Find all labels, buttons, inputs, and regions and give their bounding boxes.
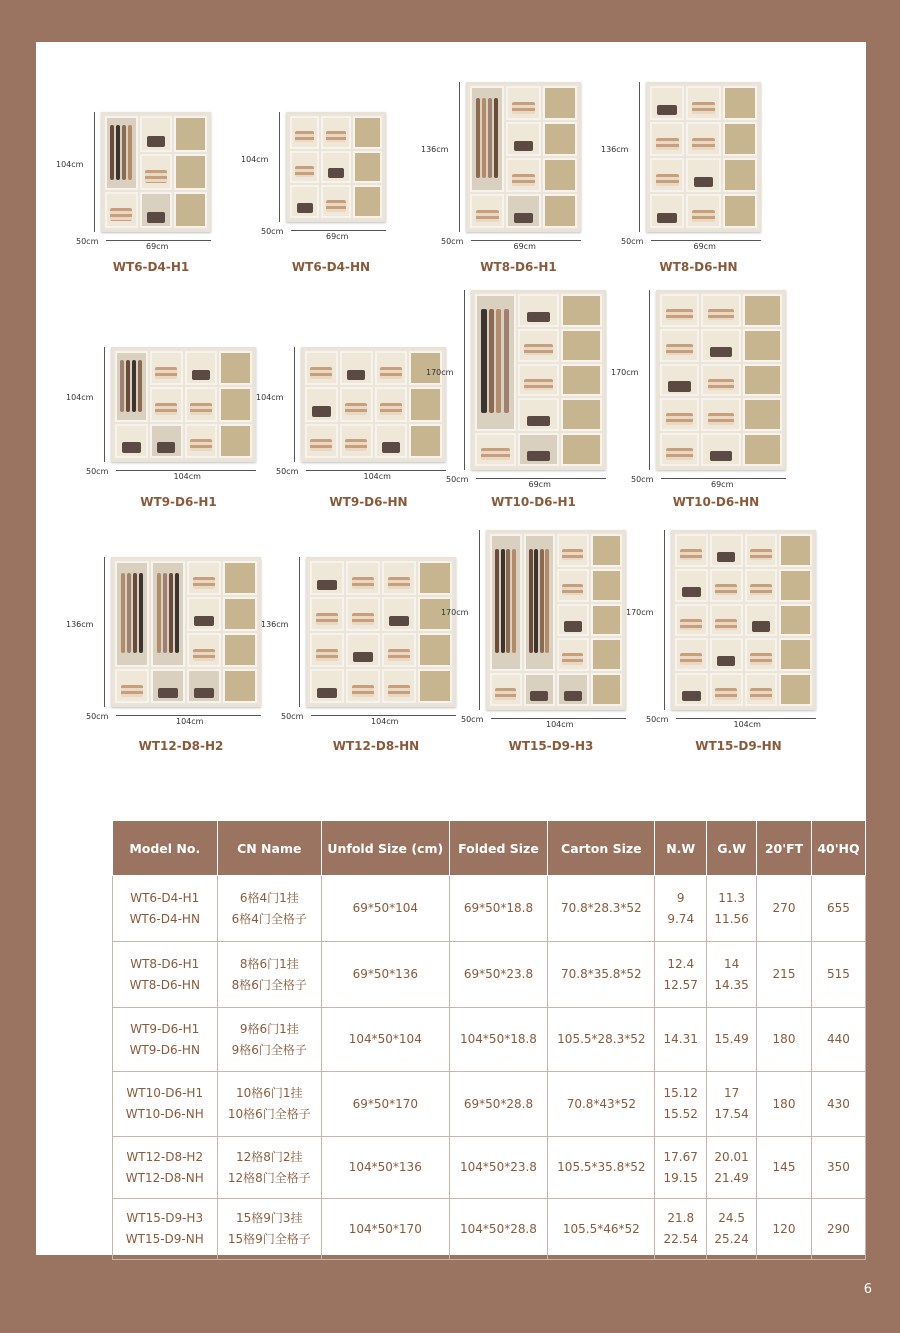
- cell-cn-name-line: 15格9门3挂: [235, 1211, 303, 1225]
- cell-gw-line: 17.54: [714, 1107, 749, 1121]
- cell-gw-line: 25.24: [714, 1232, 749, 1246]
- cell-gw-line: 24.5: [718, 1211, 745, 1225]
- header-nw: N.W: [655, 821, 707, 876]
- depth-dimension: 50cm: [86, 467, 109, 476]
- cell-carton-size: 70.8*43*52: [548, 1072, 655, 1137]
- cell-cn-name-line: 12格8门全格子: [227, 1170, 311, 1185]
- cell-model-line: WT8-D6-HN: [129, 977, 200, 992]
- cell-unfold-size: 69*50*170: [322, 1072, 450, 1137]
- width-dimension: 104cm: [363, 472, 391, 481]
- cell-nw: [655, 1137, 707, 1199]
- wardrobe-image: [656, 290, 786, 470]
- product-model-name: WT6-D4-H1: [112, 260, 190, 274]
- cell-gw: [707, 1072, 757, 1137]
- cell-model-line: WT15-D9-NH: [125, 1232, 204, 1246]
- header-40hq: 40'HQ: [811, 821, 865, 876]
- cell-unfold-size: 104*50*136: [322, 1137, 450, 1199]
- cell-gw-line: 15.49: [714, 1032, 749, 1046]
- cell-model-line: WT10-D6-NH: [125, 1107, 204, 1121]
- width-dimension: 104cm: [176, 717, 204, 726]
- cell-gw-line: 21.49: [714, 1170, 749, 1185]
- width-dimension: 104cm: [546, 720, 574, 729]
- table-body: [113, 876, 866, 1260]
- cell-cn-name: [217, 1008, 322, 1072]
- cell-carton-size: 105.5*46*52: [548, 1199, 655, 1260]
- cell-carton-size: 70.8*35.8*52: [548, 942, 655, 1008]
- product-model-name: WT15-D9-H3: [508, 739, 594, 753]
- depth-dimension: 50cm: [621, 237, 644, 246]
- product-model-name: WT9-D6-HN: [329, 495, 408, 509]
- cell-nw: [655, 1199, 707, 1260]
- height-dimension: 136cm: [601, 145, 629, 154]
- cell-model: [113, 1137, 218, 1199]
- table-row: [113, 876, 866, 942]
- cell-gw-line: 11.3: [718, 890, 745, 905]
- wardrobe-image: [306, 557, 456, 707]
- spec-table: [112, 820, 866, 1260]
- cell-cn-name: [217, 942, 322, 1008]
- table-row: [113, 1008, 866, 1072]
- depth-dimension: 50cm: [461, 715, 484, 724]
- cell-model-line: WT8-D6-H1: [130, 956, 200, 971]
- width-dimension: 104cm: [173, 472, 201, 481]
- wardrobe-image: [471, 290, 606, 470]
- cell-nw-line: 12.4: [667, 956, 695, 971]
- cell-carton-size: 105.5*35.8*52: [548, 1137, 655, 1199]
- cell-model-line: WT10-D6-H1: [126, 1086, 204, 1100]
- header-carton: Carton Size: [548, 821, 655, 876]
- cell-40hq: 515: [811, 942, 865, 1008]
- cell-20ft: 270: [757, 876, 812, 942]
- cell-cn-name-line: 10格6门1挂: [235, 1086, 303, 1100]
- depth-dimension: 50cm: [446, 475, 469, 484]
- depth-dimension: 50cm: [281, 712, 304, 721]
- cell-40hq: 350: [811, 1137, 865, 1199]
- cell-cn-name: [217, 1199, 322, 1260]
- cell-cn-name-line: 8格6门全格子: [231, 977, 307, 992]
- cell-20ft: 215: [757, 942, 812, 1008]
- wardrobe-image: [286, 112, 386, 222]
- height-dimension: 104cm: [241, 155, 269, 164]
- product-model-name: WT8-D6-HN: [659, 260, 738, 274]
- cell-nw-line: 22.54: [663, 1232, 698, 1246]
- cell-gw: [707, 942, 757, 1008]
- cell-model: [113, 1072, 218, 1137]
- cell-nw-line: 17.67: [663, 1149, 698, 1164]
- wardrobe-image: [101, 112, 211, 232]
- cell-40hq: 440: [811, 1008, 865, 1072]
- cell-nw-line: 15.12: [663, 1086, 698, 1100]
- header-20ft: 20'FT: [757, 821, 812, 876]
- width-dimension: 104cm: [733, 720, 761, 729]
- cell-nw: [655, 1072, 707, 1137]
- cell-unfold-size: 104*50*104: [322, 1008, 450, 1072]
- header-model: Model No.: [113, 821, 218, 876]
- cell-20ft: 180: [757, 1072, 812, 1137]
- cell-folded-size: 69*50*23.8: [449, 942, 548, 1008]
- cell-gw: [707, 1137, 757, 1199]
- depth-dimension: 50cm: [276, 467, 299, 476]
- cell-model: [113, 942, 218, 1008]
- header-cn-name: CN Name: [217, 821, 322, 876]
- width-dimension: 69cm: [513, 242, 536, 251]
- wardrobe-image: [671, 530, 816, 710]
- cell-model-line: WT9-D6-H1: [130, 1021, 200, 1036]
- table-row: [113, 1199, 866, 1260]
- cell-model-line: WT9-D6-HN: [129, 1042, 200, 1057]
- table-row: [113, 1072, 866, 1137]
- cell-nw-line: 21.8: [667, 1211, 695, 1225]
- product-model-name: WT10-D6-HN: [672, 495, 760, 509]
- cell-nw: [655, 942, 707, 1008]
- header-folded: Folded Size: [449, 821, 548, 876]
- cell-carton-size: 105.5*28.3*52: [548, 1008, 655, 1072]
- cell-gw: [707, 1199, 757, 1260]
- height-dimension: 104cm: [256, 392, 284, 402]
- cell-gw-line: 14: [723, 956, 740, 971]
- width-dimension: 69cm: [326, 232, 349, 241]
- page-number: 6: [863, 1282, 872, 1297]
- height-dimension: 136cm: [421, 145, 449, 154]
- cell-cn-name-line: 10格6门全格子: [227, 1107, 311, 1121]
- cell-model: [113, 1199, 218, 1260]
- cell-model: [113, 1008, 218, 1072]
- width-dimension: 69cm: [146, 242, 169, 251]
- cell-nw-line: 14.31: [663, 1032, 698, 1046]
- cell-unfold-size: 104*50*170: [322, 1199, 450, 1260]
- height-dimension: 170cm: [441, 608, 469, 617]
- cell-40hq: 430: [811, 1072, 865, 1137]
- cell-20ft: 145: [757, 1137, 812, 1199]
- height-dimension: 136cm: [66, 620, 94, 629]
- cell-model-line: WT12-D8-H2: [126, 1149, 204, 1164]
- cell-folded-size: 69*50*18.8: [449, 876, 548, 942]
- cell-cn-name-line: 6格4门1挂: [239, 890, 299, 905]
- product-model-name: WT9-D6-H1: [140, 495, 217, 509]
- cell-gw: [707, 876, 757, 942]
- cell-unfold-size: 69*50*104: [322, 876, 450, 942]
- cell-40hq: 290: [811, 1199, 865, 1260]
- cell-20ft: 120: [757, 1199, 812, 1260]
- cell-model: [113, 876, 218, 942]
- height-dimension: 170cm: [426, 368, 454, 377]
- cell-cn-name-line: 12格8门2挂: [235, 1149, 303, 1164]
- cell-cn-name-line: 6格4门全格子: [231, 911, 307, 926]
- width-dimension: 69cm: [528, 480, 551, 489]
- depth-dimension: 50cm: [646, 715, 669, 724]
- cell-nw: [655, 876, 707, 942]
- width-dimension: 104cm: [371, 717, 399, 726]
- wardrobe-image: [486, 530, 626, 710]
- width-dimension: 69cm: [711, 480, 734, 489]
- height-dimension: 170cm: [626, 608, 654, 617]
- wardrobe-image: [646, 82, 761, 232]
- product-model-name: WT12-D8-HN: [332, 739, 420, 753]
- product-model-name: WT6-D4-HN: [291, 260, 371, 274]
- cell-cn-name: [217, 1137, 322, 1199]
- cell-folded-size: 104*50*18.8: [449, 1008, 548, 1072]
- cell-carton-size: 70.8*28.3*52: [548, 876, 655, 942]
- depth-dimension: 50cm: [261, 227, 284, 236]
- depth-dimension: 50cm: [631, 475, 654, 484]
- table-row: [113, 1137, 866, 1199]
- height-dimension: 104cm: [56, 160, 84, 169]
- cell-cn-name: [217, 1072, 322, 1137]
- header-unfold: Unfold Size (cm): [322, 821, 450, 876]
- depth-dimension: 50cm: [76, 237, 99, 246]
- cell-gw-line: 14.35: [714, 977, 749, 992]
- cell-unfold-size: 69*50*136: [322, 942, 450, 1008]
- cell-cn-name-line: 15格9门全格子: [227, 1232, 311, 1246]
- cell-40hq: 655: [811, 876, 865, 942]
- cell-model-line: WT6-D4-HN: [129, 911, 200, 926]
- product-model-name: WT8-D6-H1: [480, 260, 557, 274]
- cell-cn-name: [217, 876, 322, 942]
- cell-model-line: WT15-D9-H3: [126, 1211, 204, 1225]
- cell-nw-line: 19.15: [663, 1170, 698, 1185]
- width-dimension: 69cm: [693, 242, 716, 251]
- cell-20ft: 180: [757, 1008, 812, 1072]
- product-model-name: WT12-D8-H2: [138, 739, 224, 753]
- cell-model-line: WT6-D4-H1: [130, 890, 200, 905]
- table-row: [113, 942, 866, 1008]
- product-model-name: WT15-D9-HN: [695, 739, 782, 753]
- cell-cn-name-line: 8格6门1挂: [239, 956, 299, 971]
- cell-gw: [707, 1008, 757, 1072]
- height-dimension: 170cm: [611, 368, 639, 377]
- cell-nw-line: 9.74: [667, 911, 695, 926]
- height-dimension: 104cm: [66, 392, 94, 402]
- cell-nw-line: 9: [676, 890, 685, 905]
- cell-gw-line: 17: [723, 1086, 740, 1100]
- depth-dimension: 50cm: [441, 237, 464, 246]
- cell-nw-line: 12.57: [663, 977, 698, 992]
- wardrobe-image: [301, 347, 446, 462]
- wardrobe-image: [111, 347, 256, 462]
- cell-nw-line: 15.52: [663, 1107, 698, 1121]
- catalog-sheet: [36, 42, 866, 1255]
- cell-folded-size: 69*50*28.8: [449, 1072, 548, 1137]
- cell-gw-line: 11.56: [714, 911, 749, 926]
- wardrobe-image: [111, 557, 261, 707]
- cell-folded-size: 104*50*23.8: [449, 1137, 548, 1199]
- header-gw: G.W: [707, 821, 757, 876]
- cell-model-line: WT12-D8-NH: [125, 1170, 204, 1185]
- cell-cn-name-line: 9格6门全格子: [231, 1042, 307, 1057]
- wardrobe-image: [466, 82, 581, 232]
- depth-dimension: 50cm: [86, 712, 109, 721]
- height-dimension: 136cm: [261, 620, 289, 629]
- cell-nw: [655, 1008, 707, 1072]
- table-header-row: [113, 821, 866, 876]
- cell-gw-line: 20.01: [714, 1149, 749, 1164]
- product-model-name: WT10-D6-H1: [491, 495, 576, 509]
- cell-cn-name-line: 9格6门1挂: [239, 1021, 299, 1036]
- cell-folded-size: 104*50*28.8: [449, 1199, 548, 1260]
